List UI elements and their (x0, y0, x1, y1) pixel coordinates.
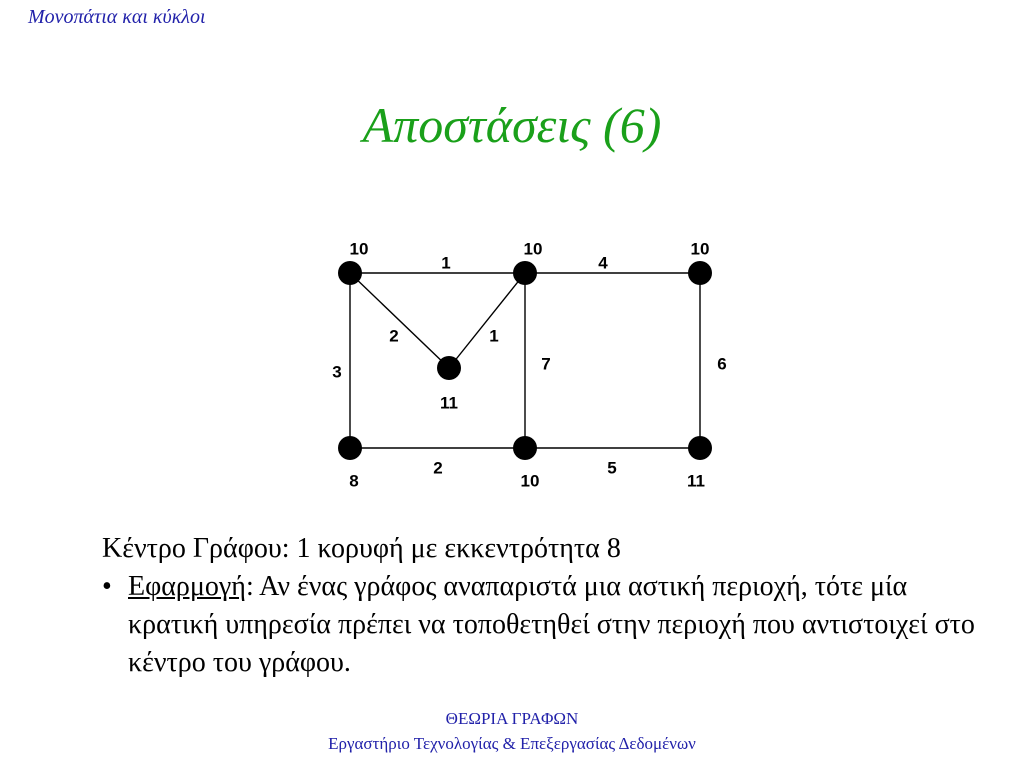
vertex-eccentricity-label: 8 (349, 471, 359, 491)
vertex-eccentricity-label: 10 (690, 239, 710, 259)
application-term: Εφαρμογή (128, 571, 246, 602)
edge-weight-label: 1 (489, 326, 499, 346)
edge-b-m (449, 273, 525, 368)
vertex-eccentricity-label: 10 (349, 239, 369, 259)
edge-weight-label: 1 (441, 253, 451, 273)
edge-weight-label: 2 (389, 326, 399, 346)
edge-weight-label: 5 (607, 458, 617, 478)
vertex-b (513, 261, 537, 285)
vertex-eccentricity-label: 11 (440, 393, 458, 413)
edge-weight-label: 7 (541, 354, 551, 374)
footer-course: ΘΕΩΡΙΑ ΓΡΑΦΩΝ (445, 709, 579, 728)
vertex-e (513, 436, 537, 460)
application-bullet (102, 568, 982, 682)
vertex-eccentricity-label: 10 (523, 239, 543, 259)
edge-a-m (350, 273, 449, 368)
application-text: : Αν ένας γράφος αναπαριστά μια αστική περιοχή, τότε μία κρατική υπηρεσία πρέπει να τοποθετηθεί στην περιοχή που αντιστοιχεί στο κέντρο του γράφου. (128, 571, 975, 678)
footer (0, 706, 1024, 756)
header-topic: Μονοπάτια και κύκλοι (28, 6, 206, 28)
vertex-c (688, 261, 712, 285)
edge-weight-label: 2 (433, 458, 443, 478)
vertex-eccentricity-label: 10 (520, 471, 540, 491)
vertex-d (338, 436, 362, 460)
vertex-f (688, 436, 712, 460)
slide-title: Αποστάσεις (6) (362, 97, 662, 153)
edge-weight-label: 3 (332, 362, 342, 382)
vertex-a (338, 261, 362, 285)
footer-lab: Εργαστήριο Τεχνολογίας & Επεξεργασίας Δεδομένων (328, 734, 696, 753)
graph-center-statement: Κέντρο Γράφου: 1 κορυφή με εκκεντρότητα 8 (102, 533, 621, 564)
edge-weight-label: 4 (598, 253, 608, 273)
slide-body (102, 530, 982, 682)
bullet-marker: • (102, 571, 112, 602)
graph-edges (350, 273, 700, 448)
vertex-eccentricity-label: 11 (687, 471, 705, 491)
edge-weight-label: 6 (717, 354, 727, 374)
vertex-m (437, 356, 461, 380)
